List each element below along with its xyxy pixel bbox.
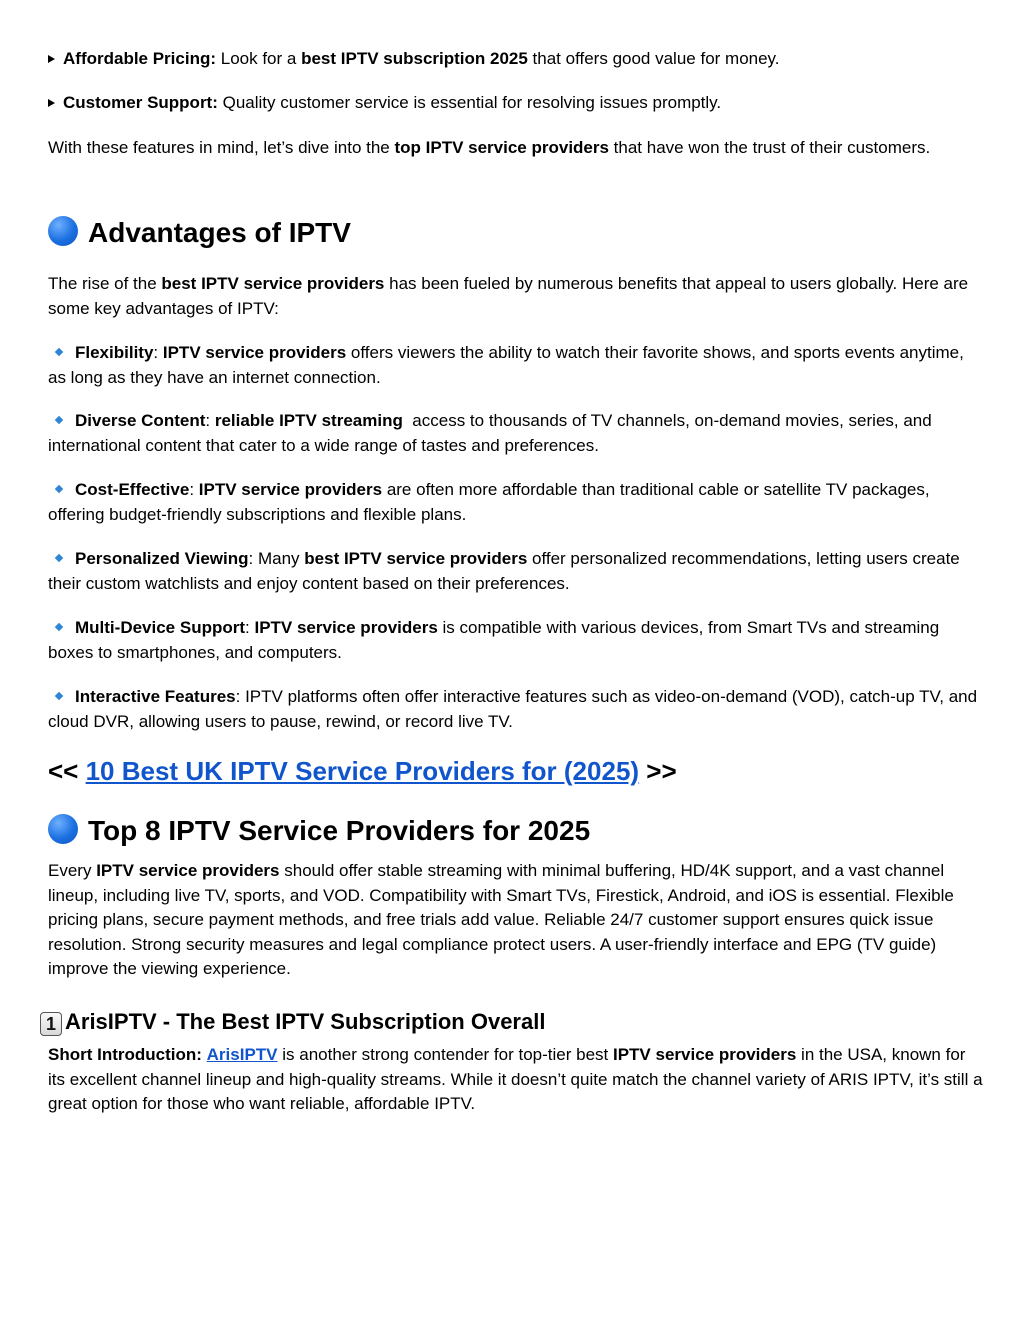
section-heading-advantages [48, 216, 351, 250]
item-text: access to thousands of TV channels, on-demand movies, series, and international content that cater to a wide range of tastes and preferences. [48, 411, 937, 455]
intro-text: that have won the trust of their customers. [608, 138, 931, 157]
item-text: : [205, 411, 215, 430]
keycap-number-icon: 1 [40, 1012, 62, 1036]
blue-circle-icon [48, 814, 78, 844]
advantage-item [48, 478, 983, 527]
bullet-customer-support [48, 91, 983, 116]
bullet-text: Look for a [216, 49, 302, 68]
advantage-item [48, 685, 983, 734]
intro-bold: top IPTV service providers [394, 138, 609, 157]
intro-paragraph [48, 136, 983, 161]
para-bold: best IPTV service providers [161, 274, 385, 293]
advantage-item [48, 616, 983, 665]
advantage-item [48, 547, 983, 596]
item-text: : [153, 343, 163, 362]
intro-label: Short Introduction: [48, 1045, 202, 1064]
provider-text: in the USA, known for its excellent channel lineup and high-quality streams. While it doesn’t quite match the channel variety of ARIS IPTV, it’s still a great option for those who want reliable, affordable IPTV. [48, 1045, 983, 1113]
triangle-bullet-icon [48, 55, 55, 63]
diamond-bullet-icon [55, 348, 63, 356]
provider-title: ArisIPTV - The Best IPTV Subscription Overall [65, 1009, 546, 1034]
item-bold: IPTV service providers [254, 618, 438, 637]
triangle-bullet-icon [48, 99, 55, 107]
diamond-bullet-icon [55, 485, 63, 493]
item-bold: IPTV service providers [198, 480, 383, 499]
advantage-item [48, 409, 983, 458]
item-bold: IPTV service providers [162, 343, 347, 362]
advantages-paragraph [48, 272, 983, 321]
para-text: should offer stable streaming with minimal buffering, HD/4K support, and a vast channel lineup, including live TV, sports, and VOD. Compatibility with Smart TVs, Firestick, Android, and iOS is essential. Flexible pricing plans, secure payment methods, and free trials add value. Reliable 24/7 customer support ensures quick issue resolution. Strong security measures and legal compliance protect users. A user-friendly interface and EPG (TV guide) improve the viewing experience. [48, 861, 954, 978]
uk-providers-link[interactable]: 10 Best UK IPTV Service Providers for (2025) [85, 756, 640, 786]
item-label: Interactive Features [75, 687, 236, 706]
item-label: Multi-Device Support [75, 618, 246, 637]
item-text: are often more affordable than traditional cable or satellite TV packages, offering budget-friendly subscriptions and flexible plans. [48, 480, 930, 524]
bullet-text: that offers good value for money. [527, 49, 780, 68]
para-text: The rise of the [48, 274, 162, 293]
bullet-label: Affordable Pricing: [63, 49, 217, 68]
diamond-bullet-icon [55, 692, 63, 700]
advantage-item [48, 341, 983, 390]
promo-link-line [48, 755, 677, 787]
para-text: Every [48, 861, 97, 880]
item-text: is compatible with various devices, from Smart TVs and streaming boxes to smartphones, and computers. [48, 618, 940, 662]
provider-intro [48, 1043, 983, 1117]
item-text: : Many [248, 549, 305, 568]
item-bold: best IPTV service providers [304, 549, 528, 568]
item-text: offer personalized recommendations, letting users create their custom watchlists and enjoy content based on their preferences. [48, 549, 960, 593]
item-label: Cost-Effective [75, 480, 190, 499]
diamond-bullet-icon [55, 416, 63, 424]
intro-text: With these features in mind, let’s dive into the [48, 138, 395, 157]
bullet-affordable-pricing [48, 47, 983, 72]
bullet-label: Customer Support: [63, 93, 218, 112]
top-providers-paragraph [48, 859, 983, 982]
bullet-bold: best IPTV subscription 2025 [301, 49, 528, 68]
item-text: : [189, 480, 199, 499]
item-bold: reliable IPTV streaming [214, 411, 403, 430]
item-text: offers viewers the ability to watch their favorite shows, and sports events anytime, as long as they have an internet connection. [48, 343, 964, 387]
item-text: : IPTV platforms often offer interactive features such as video-on-demand (VOD), catch-up TV, and cloud DVR, allowing users to pause, rewind, or record live TV. [48, 687, 978, 731]
bullet-text: Quality customer service is essential for resolving issues promptly. [217, 93, 722, 112]
item-text: : [245, 618, 255, 637]
promo-suffix: >> [639, 756, 677, 786]
blue-circle-icon [48, 216, 78, 246]
provider-heading [40, 1008, 545, 1036]
heading-text: Advantages of IPTV [88, 217, 351, 248]
provider-text: is another strong contender for top-tier best [277, 1045, 613, 1064]
item-label: Flexibility [75, 343, 154, 362]
diamond-bullet-icon [55, 623, 63, 631]
para-bold: IPTV service providers [96, 861, 280, 880]
section-heading-top-providers [48, 814, 590, 848]
item-label: Personalized Viewing [75, 549, 249, 568]
promo-prefix: << [48, 756, 86, 786]
diamond-bullet-icon [55, 554, 63, 562]
provider-bold: IPTV service providers [612, 1045, 797, 1064]
item-label: Diverse Content [75, 411, 206, 430]
arisiptv-link[interactable]: ArisIPTV [206, 1045, 278, 1064]
heading-text: Top 8 IPTV Service Providers for 2025 [88, 815, 591, 846]
para-text: has been fueled by numerous benefits that appeal to users globally. Here are some key advantages of IPTV: [48, 274, 969, 318]
